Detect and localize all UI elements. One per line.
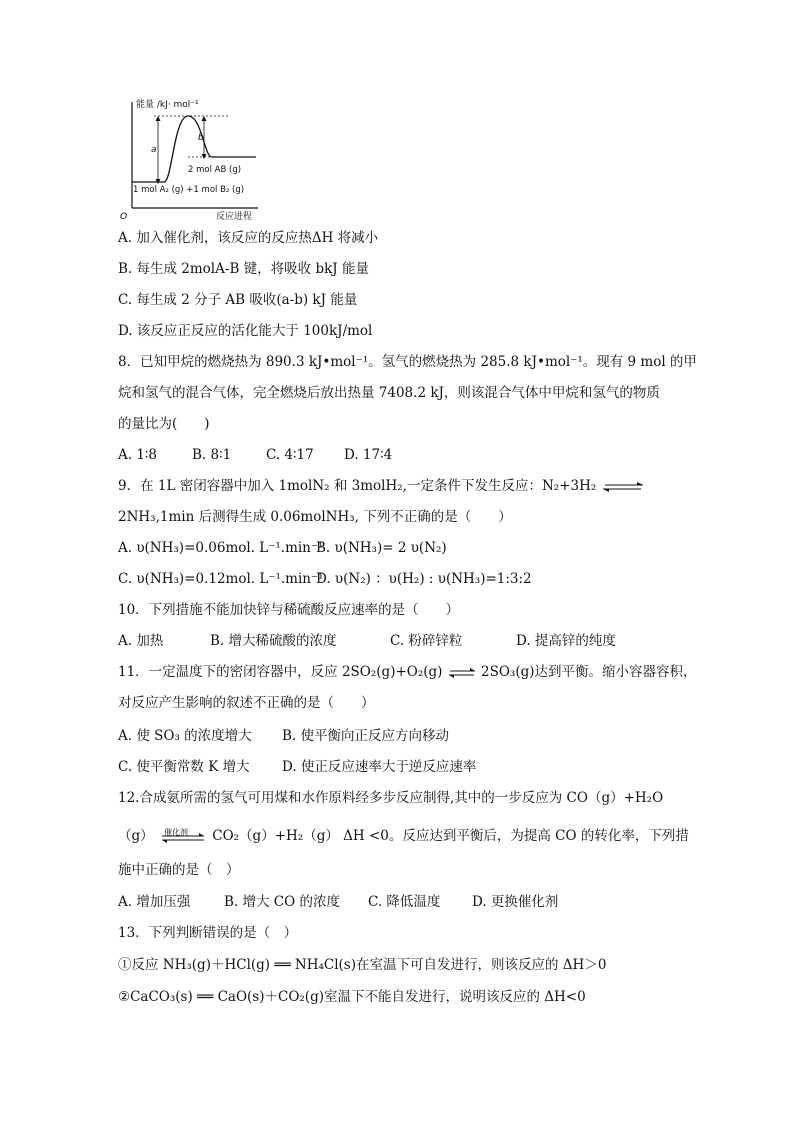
product-label: 2 mol AB (g) [188,165,242,175]
q12-option-d: D. 更换催化剂 [472,894,559,910]
q10-stem: 10．下列措施不能加快锌与稀硫酸反应速率的是（ ） [118,602,460,618]
q8-options [118,445,392,465]
q9-option-b: B. υ(NH₃)= 2 υ(N₂) [316,540,447,556]
q13-statement-2: ②CaCO₃(s) ══ CaO(s)＋CO₂(g)室温下不能自发进行，说明该反应的 ΔH<0 [118,989,586,1005]
q9-options-row2 [118,569,532,589]
q12-option-a: A. 增加压强 [118,894,191,910]
y-axis-label: 能量 /kJ· mol⁻¹ [136,100,199,110]
q7-option-c: C. 每生成 2 分子 AB 吸收(a-b) kJ 能量 [118,292,358,308]
q9-option-a: A. υ(NH₃)=0.06mol. L⁻¹.min⁻¹ [118,540,324,556]
q8-stem-line1: 8．已知甲烷的燃烧热为 890.3 kJ•mol⁻¹。氢气的燃烧热为 285.8 kJ•mol⁻¹。现有 9 mol 的甲 [118,354,697,370]
q12-stem-line2 [118,826,689,846]
energy-diagram [118,94,258,222]
equilibrium-arrow-icon [447,667,477,679]
q11-option-a: A. 使 SO₃ 的浓度增大 [118,728,252,744]
equilibrium-arrow-icon [601,481,645,493]
q9-options-row1 [118,538,447,558]
q9-stem-line2: 2NH₃,1min 后测得生成 0.06molNH₃, 下列不正确的是（ ） [118,509,512,525]
q11-option-d: D. 使正反应速率大于逆反应速率 [282,759,477,775]
q12-options [118,892,558,912]
q12-stem-line3: 施中正确的是（ ） [118,862,240,878]
q9-option-d: D. υ(N₂) ：υ(H₂) : υ(NH₃)=1:3:2 [316,571,532,587]
q10-option-c: C. 粉碎锌粒 [390,633,463,649]
q13-stem: 13．下列判断错误的是（ ） [118,925,298,941]
q7-option-b: B. 每生成 2molA-B 键，将吸收 bkJ 能量 [118,261,369,277]
q12-option-c: C. 降低温度 [368,894,441,910]
equilibrium-arrow-icon [158,829,208,845]
q10-options [118,631,616,651]
q8-stem-line2: 烷和氢气的混合气体，完全燃烧后放出热量 7408.2 kJ，则该混合气体中甲烷和氢气的物质 [118,385,660,401]
q9-stem-line1 [118,476,645,496]
q11-stem-text-b: 2SO₃(g)达到平衡。缩小容器容积， [481,664,697,680]
q7-option-a: A. 加入催化剂，该反应的反应热ΔH 将减小 [118,230,379,246]
q12-stem-text-a: （g） [118,828,154,844]
q10-option-b: B. 增大稀硫酸的浓度 [210,633,337,649]
q9-option-c: C. υ(NH₃)=0.12mol. L⁻¹.min⁻¹ [118,571,324,587]
q7-option-d: D. 该反应正反应的活化能大于 100kJ/mol [118,323,373,339]
q11-options-row1 [118,726,449,746]
q12-option-b: B. 增大 CO 的浓度 [224,894,340,910]
origin-label: O [120,212,128,222]
x-axis-label: 反应进程 [216,212,253,222]
q11-stem-line2: 对反应产生影响的叙述不正确的是（ ） [118,695,375,711]
q12-stem-text-b: CO₂（g）+H₂（g） ΔH <0。反应达到平衡后，为提高 CO 的转化率，下列措 [212,828,689,844]
q8-option-b: B. 8∶1 [192,447,232,463]
catalyst-arrow [158,829,208,845]
q10-option-d: D. 提高锌的纯度 [516,633,616,649]
q10-option-a: A. 加热 [118,633,164,649]
q8-option-c: C. 4∶17 [266,447,314,463]
reactant-label: 1 mol A₂ (g) +1 mol B₂ (g) [133,185,245,195]
q8-option-a: A. 1∶8 [118,447,158,463]
q9-stem-text: 9．在 1L 密闭容器中加入 1molN₂ 和 3molH₂,一定条件下发生反应：N₂+3H₂ [118,478,597,494]
q11-stem-line1 [118,662,697,682]
q12-stem-line1: 12.合成氨所需的氢气可用煤和水作原料经多步反应制得,其中的一步反应为 CO（g）+H₂O [118,790,664,806]
q11-option-c: C. 使平衡常数 K 增大 [118,759,250,775]
q8-stem-line3: 的量比为( ) [118,416,210,432]
q11-options-row2 [118,757,476,777]
catalyst-label: 催化剂 [163,827,188,837]
label-a: a [151,145,157,155]
label-b: b [198,133,204,143]
q11-stem-text-a: 11．一定温度下的密闭容器中，反应 2SO₂(g)+O₂(g) [118,664,443,680]
q8-option-d: D. 17∶4 [344,447,393,463]
q11-option-b: B. 使平衡向正反应方向移动 [282,728,450,744]
q13-statement-1: ①反应 NH₃(g)＋HCl(g) ══ NH₄Cl(s)在室温下可自发进行，则该反应的 ΔH＞0 [118,957,607,973]
